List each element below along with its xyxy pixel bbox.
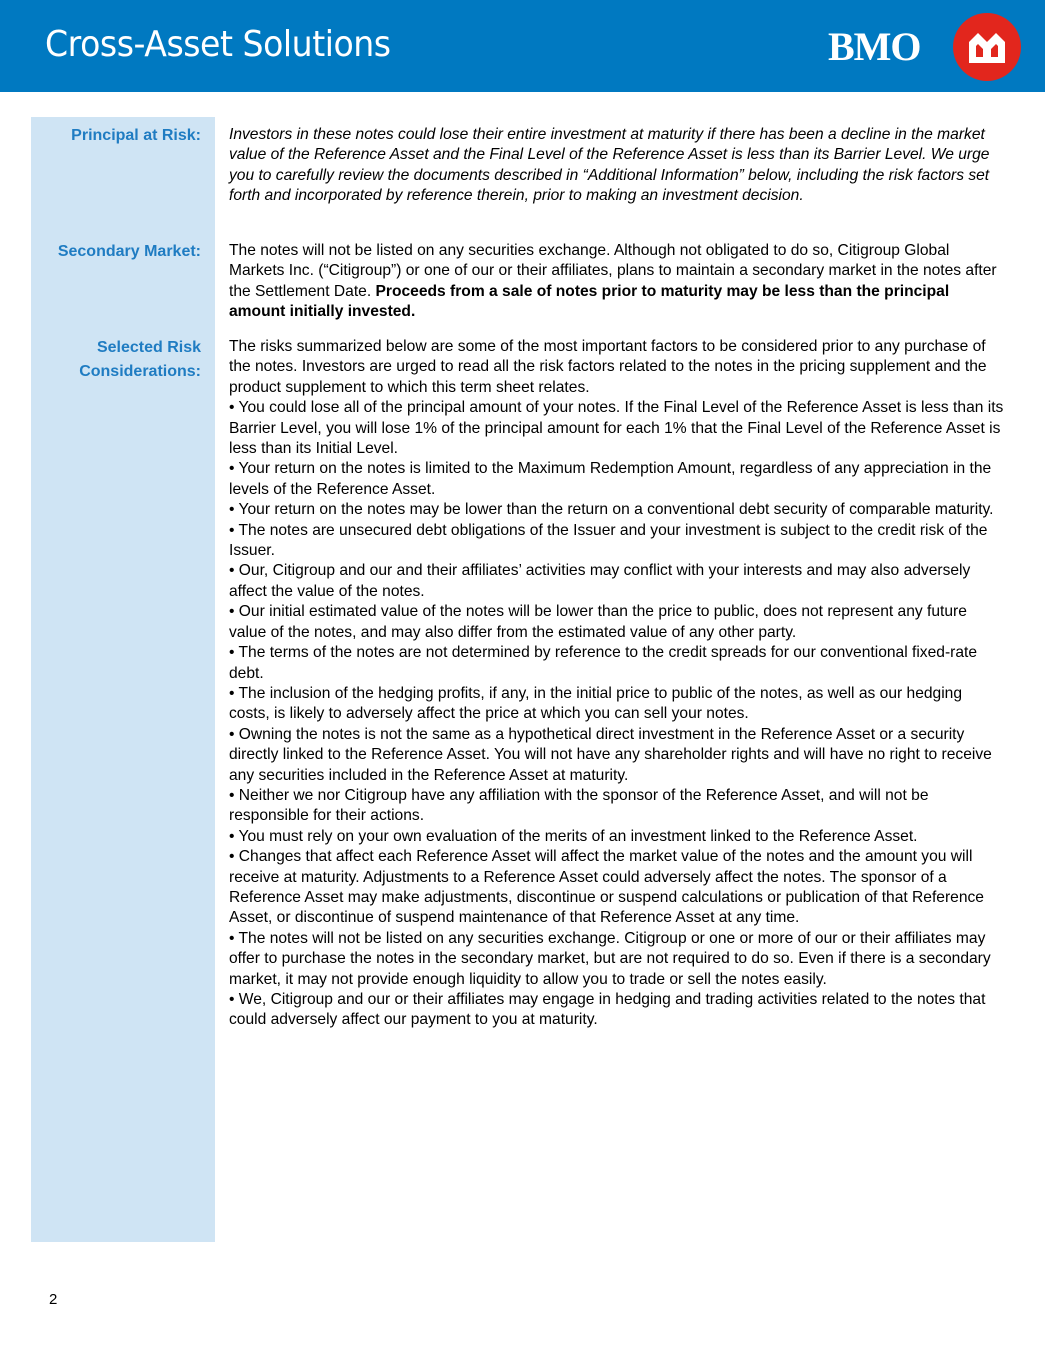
risk-bullet: • We, Citigroup and our or their affiliates may engage in hedging and trading activities related to the notes that could adversely affect our payment to you at maturity.: [229, 991, 986, 1029]
selected-risk-label: [21, 336, 201, 384]
principal-at-risk-text: Investors in these notes could lose their entire investment at maturity if there has been a decline in the market value of the Reference Asset and the Final Level of the Reference Asset is less than its Barrier Level. We urge you to carefully review the documents described in “Additional Information” below, including the risk factors set forth and incorporated by reference therein, prior to making an investment decision.: [229, 126, 990, 205]
secondary-market-text: [229, 241, 1004, 323]
secondary-market-bold: Proceeds from a sale of notes prior to maturity may be less than the principal amount initially invested.: [229, 282, 950, 321]
risk-bullet: • Owning the notes is not the same as a hypothetical direct investment in the Reference Asset or a security directly linked to the Reference Asset. You will not have any shareholder rights and will have no right to receive any securities included in the Reference Asset at maturity.: [229, 725, 992, 784]
selected-risk-label-line1: Selected Risk: [96, 339, 201, 356]
risk-bullet: • Neither we nor Citigroup have any affiliation with the sponsor of the Reference Asset, and will not be responsible for their actions.: [229, 786, 929, 825]
risk-bullet: • The notes will not be listed on any securities exchange. Citigroup or one or more of our or their affiliates may offer to purchase the notes in the secondary market, but are not required to do so. Even if there is a secondary market, it may not provide enough liquidity to allow you to trade or sell the notes easily.: [229, 929, 991, 988]
risk-bullet: • Our, Citigroup and our and their affiliates’ activities may conflict with your interests and may also adversely affect the value of the notes.: [229, 562, 971, 600]
label-sidebar: [31, 117, 215, 1242]
risk-bullet: • Our initial estimated value of the notes will be lower than the price to public, does not represent any future value of the notes, and may also differ from the estimated value of any other party.: [229, 603, 967, 641]
risk-bullet: • You must rely on your own evaluation of the merits of an investment linked to the Reference Asset.: [229, 827, 918, 845]
bmo-roundel-icon: [953, 13, 1021, 81]
selected-risk-content: [229, 337, 1004, 1031]
risk-bullet: • The notes are unsecured debt obligations of the Issuer and your investment is subject to the credit risk of the Issuer.: [229, 521, 988, 560]
secondary-market-body: The notes will not be listed on any securities exchange. Although not obligated to do so, Citigroup Global Markets Inc. (“Citigroup”) or one of our or their affiliates, plans to maintain a secondary market in the notes after the Settlement Date.: [229, 242, 997, 300]
risk-bullet: • Your return on the notes may be lower than the return on a conventional debt security of comparable maturity.: [229, 501, 994, 519]
risk-bullet: • Changes that affect each Reference Asset will affect the market value of the notes and the amount you will receive at maturity. Adjustments to a Reference Asset could adversely affect the notes. The sponsor of a Reference Asset may make adjustments, discontinue or suspend calculations or publication of that Reference Asset, or discontinue of suspend maintenance of that Reference Asset at any time.: [229, 848, 984, 927]
selected-risk-label-line2: Considerations:: [79, 363, 201, 380]
header-title: Cross-Asset Solutions: [45, 24, 391, 65]
page-header: [0, 0, 1045, 92]
secondary-market-label: Secondary Market:: [57, 243, 201, 260]
risk-bullet: • You could lose all of the principal amount of your notes. If the Final Level of the Reference Asset is less than its Barrier Level, you will lose 1% of the principal amount for each 1% that the Final Level of the Reference Asset is less than its Initial Level.: [229, 399, 1004, 458]
page-number: 2: [49, 1291, 58, 1308]
principal-at-risk-label: Principal at Risk:: [71, 127, 201, 144]
risk-bullet: • The terms of the notes are not determined by reference to the credit spreads for our conventional fixed-rate debt.: [229, 644, 978, 682]
risk-bullet: • The inclusion of the hedging profits, if any, in the initial price to public of the notes, as well as our hedging costs, is likely to adversely affect the price at which you can sell your notes.: [229, 684, 963, 723]
risk-bullet: • Your return on the notes is limited to the Maximum Redemption Amount, regardless of any appreciation in the levels of the Reference Asset.: [229, 460, 992, 498]
selected-risk-intro: The risks summarized below are some of the most important factors to be considered prior to any purchase of the notes. Investors are urged to read all the risk factors related to the notes in the pricing supplement and the product supplement to which this term sheet relates.: [229, 338, 987, 396]
brand-wordmark: BMO: [828, 24, 921, 69]
